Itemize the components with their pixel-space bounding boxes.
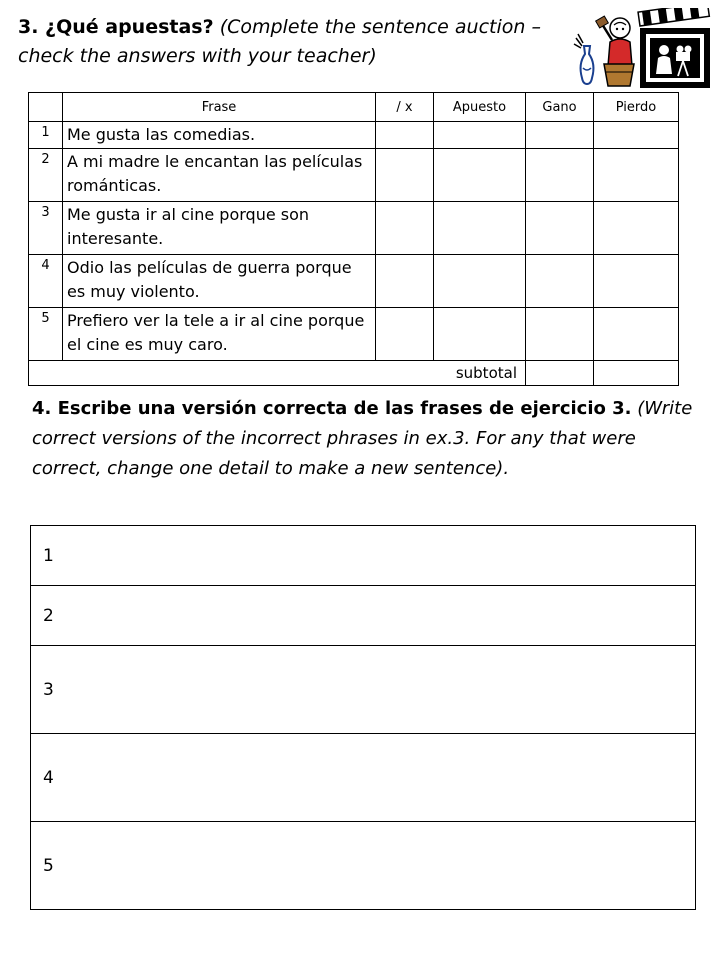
pierdo-cell[interactable] <box>594 255 679 308</box>
header-pierdo: Pierdo <box>594 93 679 122</box>
subtotal-pierdo-cell[interactable] <box>594 361 679 386</box>
auction-table <box>28 92 679 386</box>
exercise-3-heading <box>18 13 558 71</box>
list-item[interactable] <box>31 526 696 586</box>
header-frase: Frase <box>63 93 376 122</box>
exercise-3-instruction: (Complete the sentence auction – check the answers with your teacher) <box>18 16 541 67</box>
row-number: 4 <box>29 255 63 308</box>
exercise-4-instruction: (Write correct versions of the incorrect phrases in ex.3. For any that were correct, change one detail to make a new sentence). <box>32 398 693 479</box>
list-item[interactable] <box>31 586 696 646</box>
exercise-3-title: 3. ¿Qué apuestas? <box>18 16 214 38</box>
row-phrase: Me gusta ir al cine porque son interesante. <box>63 202 376 255</box>
table-row <box>29 202 679 255</box>
table-row <box>29 308 679 361</box>
row-phrase: A mi madre le encantan las películas románticas. <box>63 149 376 202</box>
answer-row-number: 3 <box>31 646 696 734</box>
row-phrase: Odio las películas de guerra porque es muy violento. <box>63 255 376 308</box>
row-phrase: Prefiero ver la tele a ir al cine porque el cine es muy caro. <box>63 308 376 361</box>
apuesto-cell[interactable] <box>434 308 526 361</box>
table-row <box>29 122 679 149</box>
exercise-4-title: 4. Escribe una versión correcta de las frases de ejercicio 3. <box>32 398 632 419</box>
auction-header-row <box>29 93 679 122</box>
row-number: 3 <box>29 202 63 255</box>
table-row <box>29 255 679 308</box>
pierdo-cell[interactable] <box>594 122 679 149</box>
gano-cell[interactable] <box>526 149 594 202</box>
tick-cross-cell[interactable] <box>376 255 434 308</box>
header-apuesto: Apuesto <box>434 93 526 122</box>
tick-cross-cell[interactable] <box>376 308 434 361</box>
table-row <box>29 149 679 202</box>
movie-auction-clipart <box>572 8 712 90</box>
row-phrase: Me gusta las comedias. <box>63 122 376 149</box>
apuesto-cell[interactable] <box>434 149 526 202</box>
pierdo-cell[interactable] <box>594 308 679 361</box>
answer-table <box>30 525 696 910</box>
tick-cross-cell[interactable] <box>376 149 434 202</box>
exercise-4-heading <box>32 394 697 484</box>
row-number: 2 <box>29 149 63 202</box>
apuesto-cell[interactable] <box>434 255 526 308</box>
tick-cross-cell[interactable] <box>376 202 434 255</box>
list-item[interactable] <box>31 646 696 734</box>
gano-cell[interactable] <box>526 202 594 255</box>
answer-row-number: 2 <box>31 586 696 646</box>
list-item[interactable] <box>31 822 696 910</box>
subtotal-label: subtotal <box>29 361 526 386</box>
gano-cell[interactable] <box>526 308 594 361</box>
header-number <box>29 93 63 122</box>
answer-row-number: 4 <box>31 734 696 822</box>
header-gano: Gano <box>526 93 594 122</box>
auctioneer-icon <box>596 16 634 86</box>
apuesto-cell[interactable] <box>434 122 526 149</box>
vase-icon <box>574 34 593 84</box>
subtotal-gano-cell[interactable] <box>526 361 594 386</box>
row-number: 5 <box>29 308 63 361</box>
pierdo-cell[interactable] <box>594 149 679 202</box>
gano-cell[interactable] <box>526 255 594 308</box>
tick-cross-cell[interactable] <box>376 122 434 149</box>
answer-row-number: 1 <box>31 526 696 586</box>
answer-row-number: 5 <box>31 822 696 910</box>
film-clapperboard-icon <box>638 8 710 88</box>
row-number: 1 <box>29 122 63 149</box>
subtotal-row <box>29 361 679 386</box>
header-tick-cross: / x <box>376 93 434 122</box>
apuesto-cell[interactable] <box>434 202 526 255</box>
gano-cell[interactable] <box>526 122 594 149</box>
list-item[interactable] <box>31 734 696 822</box>
pierdo-cell[interactable] <box>594 202 679 255</box>
